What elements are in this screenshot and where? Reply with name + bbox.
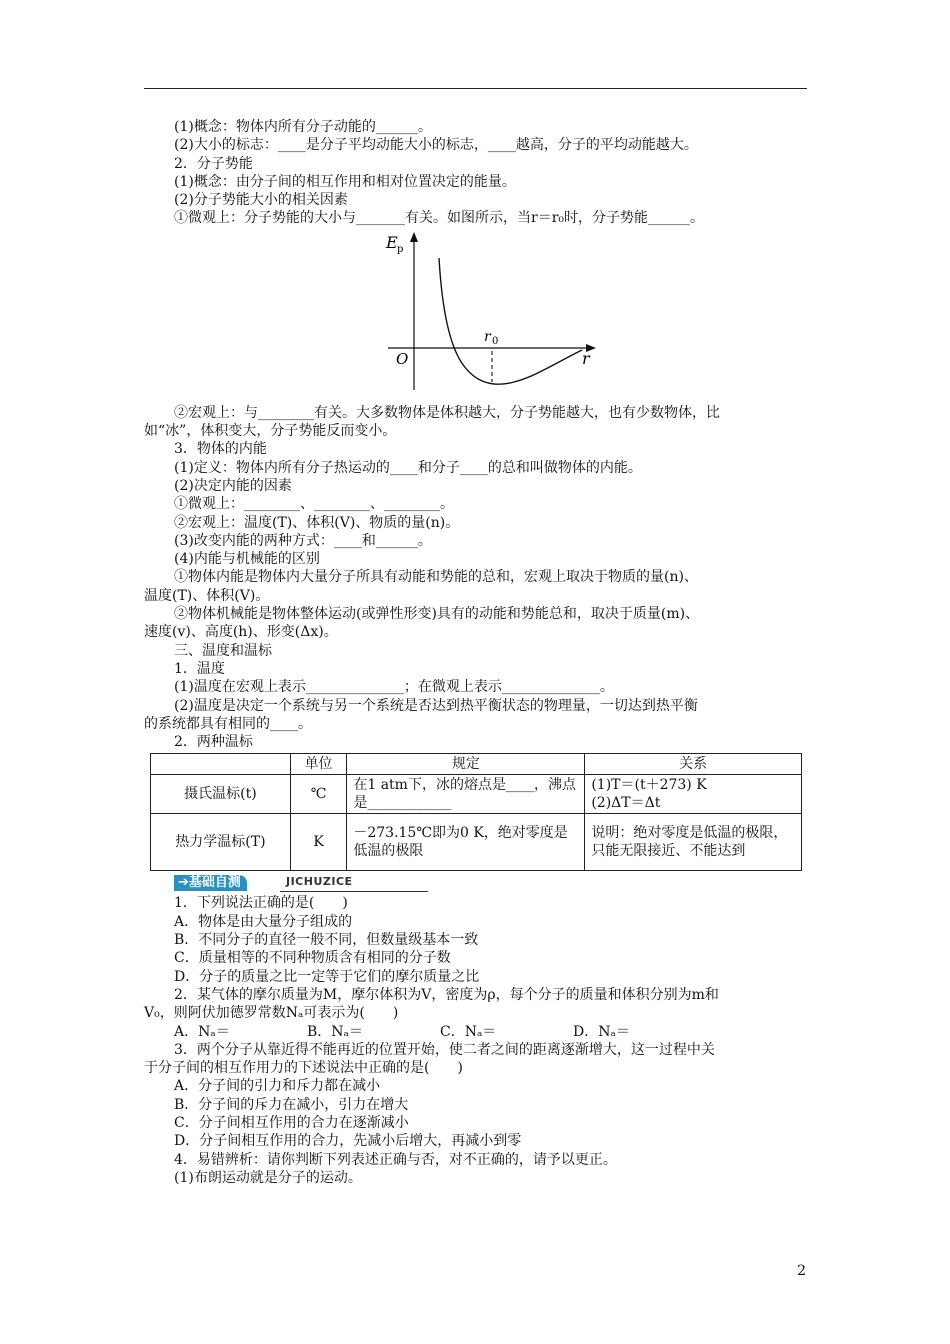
option-line: A．物体是由大量分子组成的 [174, 913, 353, 930]
text-line: 1．温度 [174, 660, 225, 677]
question-line: 1．下列说法正确的是( ) [174, 895, 348, 912]
text-line: 温度(T)、体积(V)。 [144, 587, 270, 604]
option-line: A．分子间的引力和斥力都在减小 [174, 1078, 381, 1095]
relation-line: (2)ΔT＝Δt [591, 795, 661, 812]
table-header-cell [151, 754, 291, 775]
r0-label-sub: 0 [492, 335, 499, 347]
option-a: A．Nₐ＝ [174, 1023, 230, 1040]
question-line: 2．某气体的摩尔质量为M，摩尔体积为V，密度为ρ，每个分子的质量和体积分别为m和 [174, 986, 719, 1003]
table-header-cell: 规定 [347, 754, 585, 775]
y-axis-arrow [410, 232, 418, 242]
relation-line: (1)T＝(t＋273) K [591, 777, 707, 794]
text-line: ①物体内能是物体内大量分子所具有动能和势能的总和，宏观上取决于物质的量(n)、 [174, 569, 698, 586]
table-header-cell: 关系 [585, 754, 802, 775]
text-line: (3)改变内能的两种方式：____和______。 [174, 532, 432, 549]
origin-label: O [396, 349, 409, 368]
question-line: 3．两个分子从靠近得不能再近的位置开始，使二者之间的距离逐渐增大，这一过程中关 [174, 1041, 715, 1058]
option-line: B．分子间的斥力在减小，引力在增大 [174, 1096, 409, 1113]
y-axis-label: E [386, 232, 398, 252]
potential-energy-graph [144, 230, 807, 400]
table-cell: 说明：绝对零度是低温的极限，只能无限接近、不能达到 [585, 814, 802, 871]
text-line: 2．分子势能 [174, 155, 253, 172]
text-line: (1)温度在宏观上表示______________；在微观上表示______________。 [174, 679, 614, 696]
table-cell [585, 775, 802, 814]
section-banner [174, 874, 807, 894]
page-content [144, 118, 807, 1187]
text-line: 速度(v)、高度(h)、形变(Δx)。 [144, 624, 338, 641]
text-line: 2．两种温标 [174, 734, 253, 751]
table-cell: K [290, 814, 347, 871]
ep-curve [439, 258, 582, 384]
option-line: B．不同分子的直径一般不同，但数量级基本一致 [174, 932, 479, 949]
table-cell: 在1 atm下，冰的熔点是____，沸点是____________ [347, 775, 585, 814]
question-line: (1)布朗运动就是分子的运动。 [174, 1169, 362, 1186]
question-line: 于分子间的相互作用力的下述说法中正确的是( ) [144, 1060, 463, 1077]
header-rule [144, 88, 807, 89]
table-header-cell: 单位 [290, 754, 347, 775]
text-line: (2)决定内能的因素 [174, 477, 292, 494]
table-header-row [151, 754, 802, 775]
text-line: 的系统都具有相同的____。 [144, 715, 312, 732]
text-line: ②宏观上：与________有关。大多数物体是体积越大，分子势能越大，也有少数物体，比 [174, 404, 720, 421]
option-d: D．Nₐ＝ [573, 1023, 630, 1040]
text-line: (1)概念：物体内所有分子动能的______。 [174, 119, 432, 135]
table-row [151, 814, 802, 871]
text-line: (1)定义：物体内所有分子热运动的____和分子____的总和叫做物体的内能。 [174, 459, 642, 476]
r0-label: r [484, 328, 491, 345]
text-line: ②宏观上：温度(T)、体积(V)、物质的量(n)。 [174, 514, 460, 531]
text-line: 如“冰”，体积变大，分子势能反而变小。 [144, 423, 397, 440]
banner-underline [280, 891, 428, 892]
text-line: (1)概念：由分子间的相互作用和相对位置决定的能量。 [174, 173, 516, 190]
question-line: 4．易错辨析：请你判断下列表述正确与否，对不正确的，请予以更正。 [174, 1151, 617, 1168]
option-line: D．分子的质量之比一定等于它们的摩尔质量之比 [174, 968, 480, 985]
text-line: 3．物体的内能 [174, 441, 267, 458]
banner-label: ➔基础自测 [174, 875, 247, 891]
table-cell: 热力学温标(T) [151, 814, 291, 871]
x-axis-label: r [582, 348, 590, 368]
question-line: V₀，则阿伏加德罗常数Nₐ可表示为( ) [144, 1005, 399, 1022]
q2-options [144, 1023, 807, 1041]
section-heading: 三、温度和温标 [174, 642, 272, 659]
option-c: C．Nₐ＝ [440, 1023, 497, 1040]
text-line: ①微观上：分子势能的大小与_______有关。如图所示，当r＝r₀时，分子势能______。 [174, 210, 704, 227]
text-line: (2)大小的标志：____是分子平均动能大小的标志，____越高，分子的平均动能越大。 [174, 137, 698, 154]
table-cell: －273.15℃即为0 K，绝对零度是低温的极限 [347, 814, 585, 871]
text-line: (2)分子势能大小的相关因素 [174, 192, 348, 209]
banner-pinyin: JICHUZICE [286, 875, 353, 889]
table-row [151, 775, 802, 814]
table-cell: ℃ [290, 775, 347, 814]
table-cell: 摄氏温标(t) [151, 775, 291, 814]
text-line: (2)温度是决定一个系统与另一个系统是否达到热平衡状态的物理量，一切达到热平衡 [174, 697, 698, 714]
option-line: C．分子间相互作用的合力在逐渐减小 [174, 1114, 409, 1131]
text-line: ②物体机械能是物体整体运动(或弹性形变)具有的动能和势能总和，取决于质量(m)、 [174, 606, 700, 623]
option-line: D．分子间相互作用的合力，先减小后增大，再减小到零 [174, 1133, 522, 1150]
page-number: 2 [797, 1263, 806, 1279]
y-axis-label-sub: p [397, 243, 404, 255]
option-b: B．Nₐ＝ [307, 1023, 363, 1040]
temperature-scale-table [150, 753, 802, 871]
text-line: (4)内能与机械能的区别 [174, 551, 320, 568]
graph-svg [384, 230, 604, 398]
option-line: C．质量相等的不同种物质含有相同的分子数 [174, 950, 451, 967]
text-line: ①微观上：________、________、________。 [174, 496, 454, 513]
